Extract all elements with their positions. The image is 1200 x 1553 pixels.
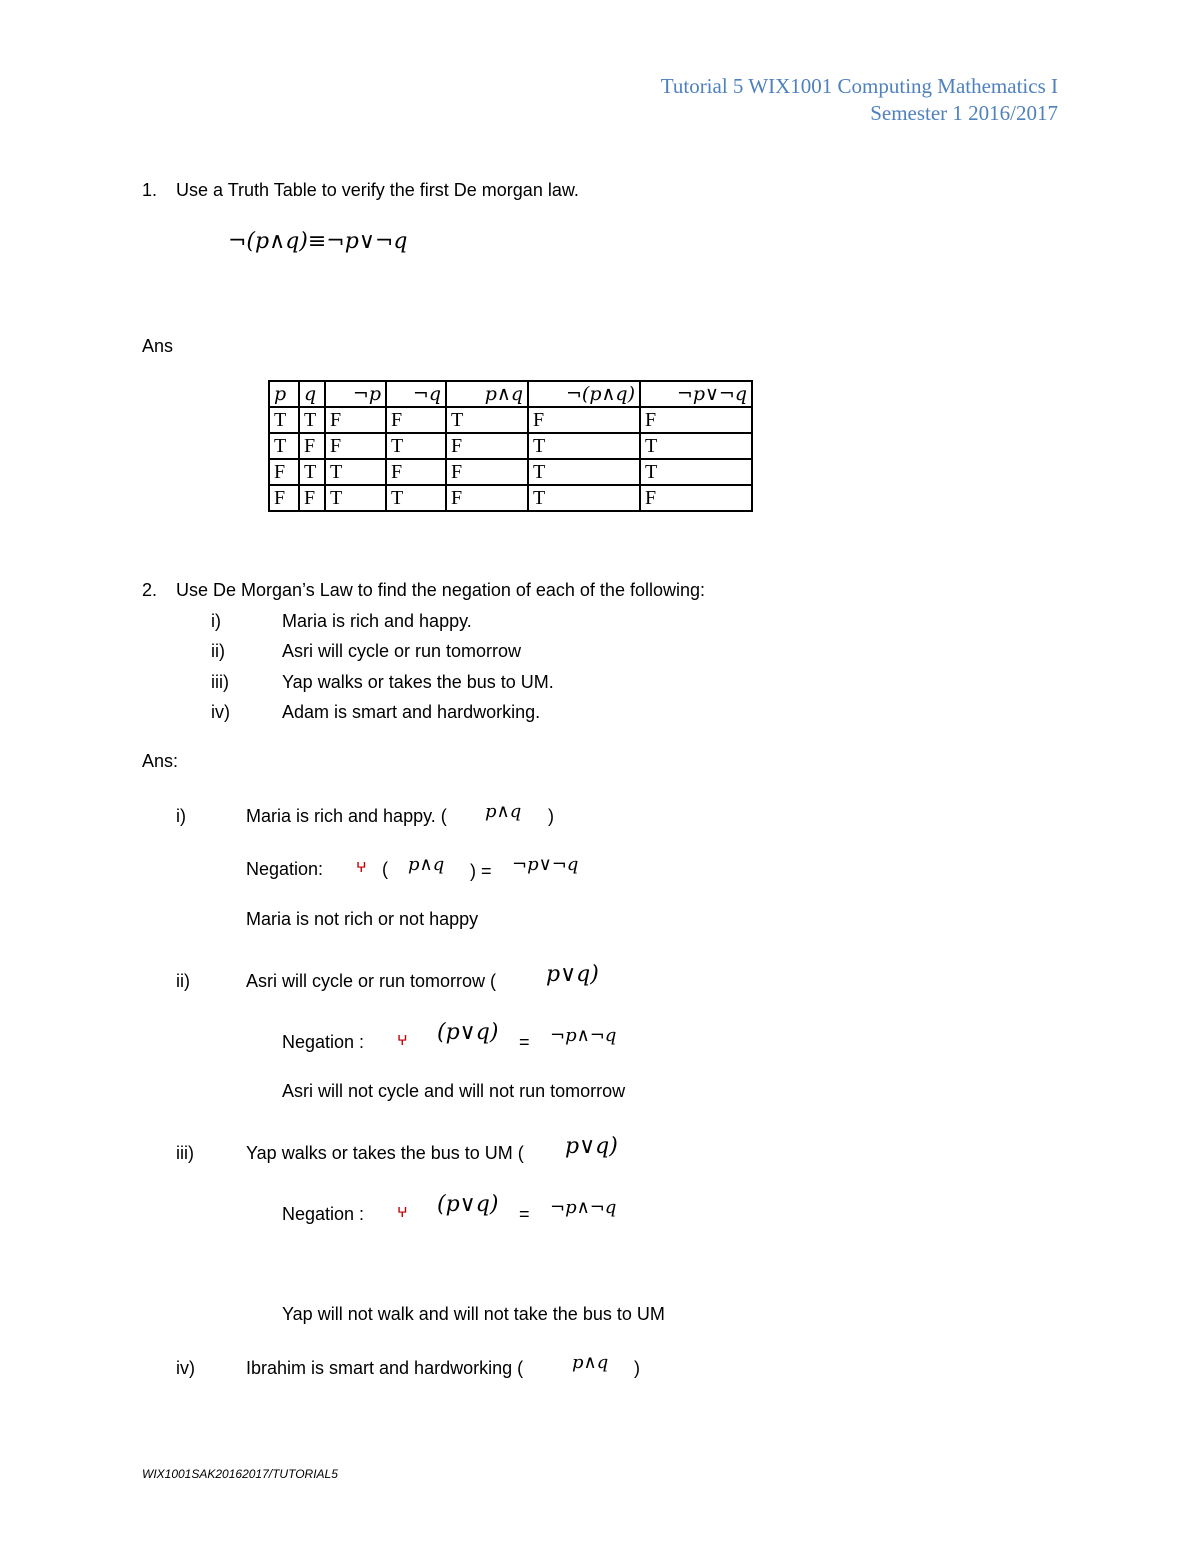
negation-formula: p∧q xyxy=(408,854,445,875)
close-paren: ) xyxy=(634,1358,640,1378)
q2-item-text: Maria is rich and happy. xyxy=(282,611,472,631)
conclusion: Asri will not cycle and will not run tomorrow xyxy=(282,1081,626,1101)
table-cell: T xyxy=(269,433,299,459)
negation-formula: (p∨q) xyxy=(437,1192,499,1217)
answer-formula: p∨q) xyxy=(565,1134,618,1159)
q2-text: Use De Morgan’s Law to find the negation of each of the following: xyxy=(176,580,705,600)
table-cell: T xyxy=(528,459,640,485)
table-cell: T xyxy=(386,485,446,511)
table-cell: F xyxy=(446,433,528,459)
answer-num: iv) xyxy=(176,1358,195,1378)
negation-symbol: ⵖ xyxy=(397,1205,408,1221)
conclusion: Yap will not walk and will not take the bus to UM xyxy=(282,1304,665,1324)
conclusion: Maria is not rich or not happy xyxy=(246,909,479,929)
negation-formula: (p∨q) xyxy=(437,1020,499,1045)
negation-symbol: ⵖ xyxy=(356,860,367,876)
table-cell: F xyxy=(269,459,299,485)
col-header: q xyxy=(299,381,325,407)
col-header: p xyxy=(269,381,299,407)
table-cell: T xyxy=(528,485,640,511)
answer-statement: Yap walks or takes the bus to UM ( xyxy=(246,1143,524,1163)
answer-num: iii) xyxy=(176,1143,194,1163)
header-semester: Semester 1 2016/2017 xyxy=(870,101,1058,125)
table-cell: F xyxy=(386,459,446,485)
table-cell: T xyxy=(446,407,528,433)
col-header: ¬(p∧q) xyxy=(528,381,640,407)
negation-label: Negation: xyxy=(246,859,324,879)
table-cell: F xyxy=(299,485,325,511)
q2-item-num: iii) xyxy=(211,672,229,692)
table-cell: T xyxy=(528,433,640,459)
answer-formula: p∧q xyxy=(572,1352,609,1373)
table-cell: F xyxy=(386,407,446,433)
col-header: ¬q xyxy=(386,381,446,407)
answer-formula: p∨q) xyxy=(546,962,599,987)
table-cell: F xyxy=(269,485,299,511)
q2-item-text: Asri will cycle or run tomorrow xyxy=(282,641,522,661)
table-cell: F xyxy=(299,433,325,459)
q2-ans-label: Ans: xyxy=(142,751,179,771)
table-row xyxy=(269,485,752,511)
q2-item-num: ii) xyxy=(211,641,225,661)
table-row xyxy=(269,433,752,459)
table-cell: T xyxy=(386,433,446,459)
close-paren: ) xyxy=(548,806,554,826)
q1-text: Use a Truth Table to verify the first De morgan law. xyxy=(176,180,579,200)
open-paren: ( xyxy=(382,859,388,879)
negation-label: Negation : xyxy=(282,1204,365,1224)
table-cell: T xyxy=(299,459,325,485)
q2-item-text: Adam is smart and hardworking. xyxy=(282,702,541,722)
table-cell: T xyxy=(269,407,299,433)
table-row xyxy=(269,407,752,433)
q2-item-num: i) xyxy=(211,611,221,631)
table-cell: F xyxy=(325,433,386,459)
table-cell: F xyxy=(528,407,640,433)
answer-statement: Ibrahim is smart and hardworking ( xyxy=(246,1358,524,1378)
answer-num: i) xyxy=(176,806,186,826)
table-cell: T xyxy=(640,433,752,459)
table-cell: T xyxy=(325,485,386,511)
answer-num: ii) xyxy=(176,971,190,991)
table-cell: F xyxy=(640,485,752,511)
table-cell: T xyxy=(299,407,325,433)
result-formula: ¬p∧¬q xyxy=(550,1197,617,1218)
answer-formula: p∧q xyxy=(485,801,522,822)
q2-item-num: iv) xyxy=(211,702,230,722)
equals: ) = xyxy=(470,861,492,881)
q2-item-text: Yap walks or takes the bus to UM. xyxy=(282,672,554,692)
truth-table-header xyxy=(269,381,752,407)
table-cell: F xyxy=(446,485,528,511)
header-title: Tutorial 5 WIX1001 Computing Mathematics I xyxy=(660,74,1058,98)
col-header: ¬p xyxy=(325,381,386,407)
col-header: p∧q xyxy=(446,381,528,407)
q1-number: 1. xyxy=(142,180,158,200)
negation-label: Negation : xyxy=(282,1032,365,1052)
negation-symbol: ⵖ xyxy=(397,1033,408,1049)
q2-number: 2. xyxy=(142,580,158,600)
truth-table xyxy=(268,380,753,512)
table-cell: T xyxy=(640,459,752,485)
table-cell: F xyxy=(446,459,528,485)
q1-formula: ¬(p∧q)≡¬p∨¬q xyxy=(228,229,408,254)
answer-statement: Asri will cycle or run tomorrow ( xyxy=(246,971,497,991)
table-cell: F xyxy=(325,407,386,433)
result-formula: ¬p∨¬q xyxy=(512,854,579,875)
q1-ans-label: Ans xyxy=(142,336,174,356)
result-formula: ¬p∧¬q xyxy=(550,1025,617,1046)
equals: = xyxy=(519,1204,530,1224)
page-footer: WIX1001SAK20162017/TUTORIAL5 xyxy=(142,1467,338,1481)
table-cell: T xyxy=(325,459,386,485)
answer-statement: Maria is rich and happy. ( xyxy=(246,806,447,826)
equals: = xyxy=(519,1032,530,1052)
col-header: ¬p∨¬q xyxy=(640,381,752,407)
table-cell: F xyxy=(640,407,752,433)
table-row xyxy=(269,459,752,485)
